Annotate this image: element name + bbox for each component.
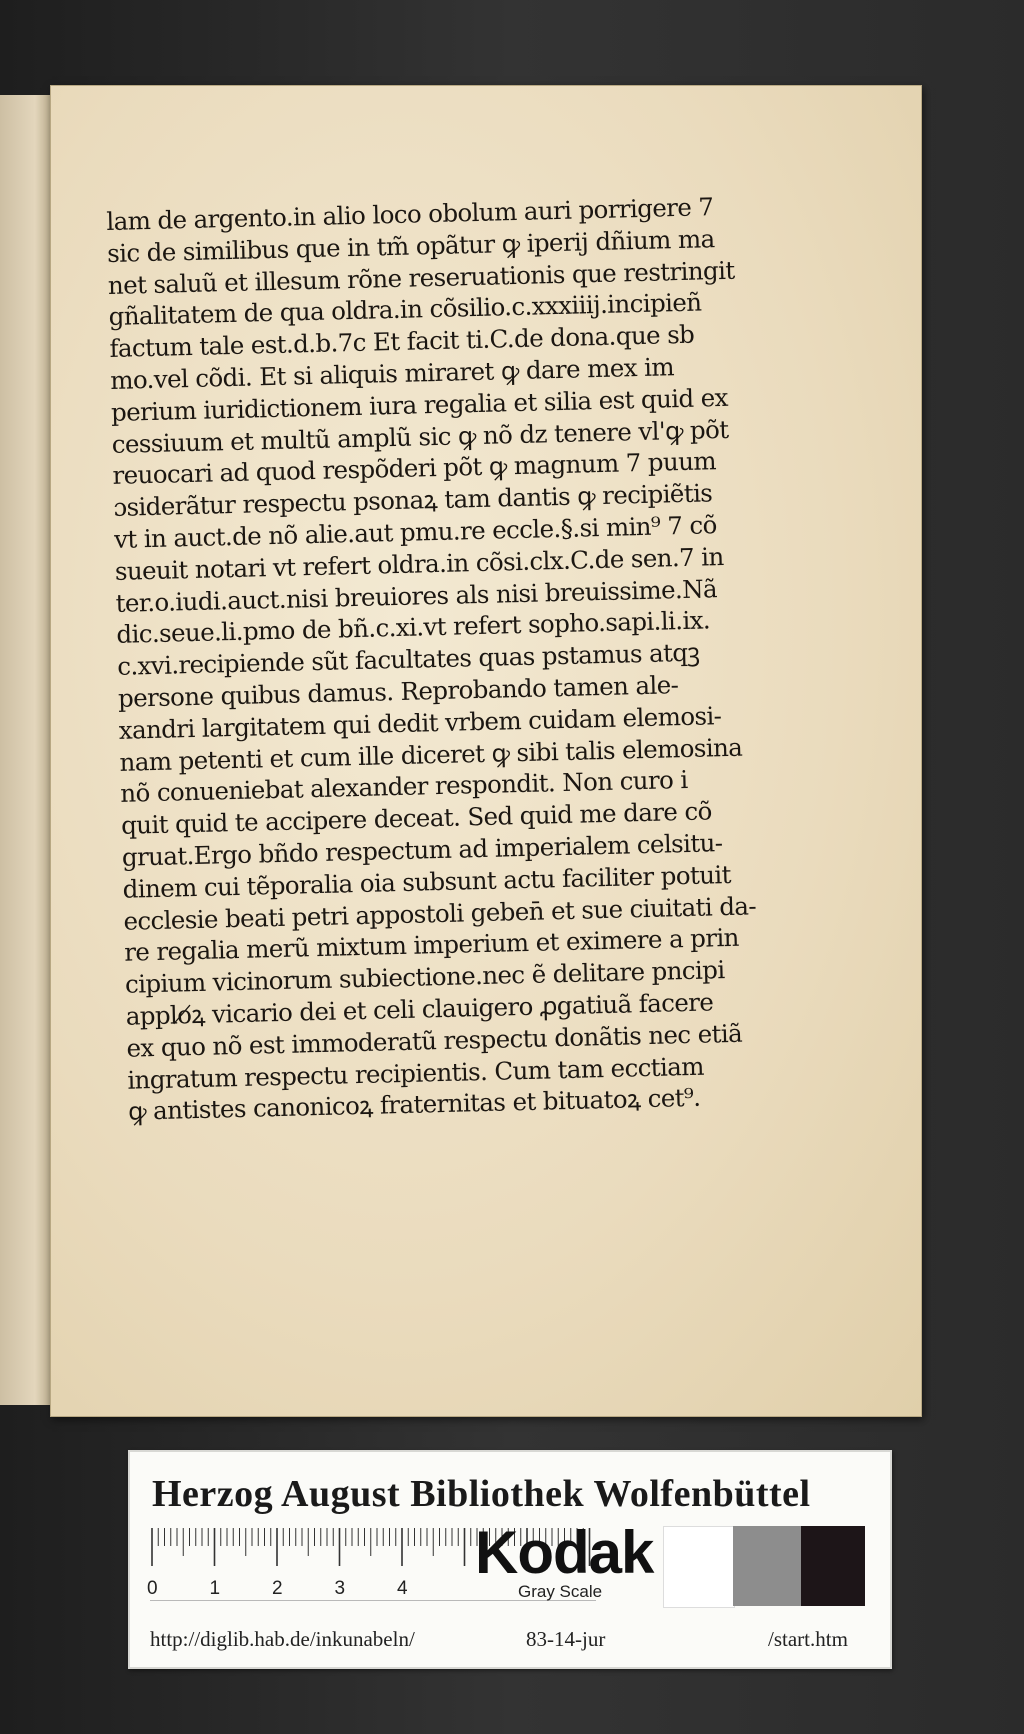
- text-line: dic.seue.li.pmo de bñ.c.xi.vt refert sopho.sapi.li.ix.: [116, 605, 711, 650]
- ruler-number: 1: [209, 1578, 221, 1599]
- url-suffix: /start.htm: [768, 1627, 848, 1651]
- shelfmark: 83-14-jur: [526, 1627, 606, 1651]
- gray-swatch: [733, 1526, 801, 1606]
- kodak-logo: Kodak: [475, 1519, 654, 1586]
- text-line: ɔsiderãtur respectu psonaꝝ tam dantis ꝙ recipiẽtis: [113, 478, 713, 523]
- text-line: gñalitatem de qua oldra.in cõsilio.c.xxxiiij.incipieñ: [108, 287, 702, 332]
- text-line: lam de argento.in alio loco obolum auri porrigere 7: [106, 192, 714, 236]
- text-line: cessiuum et multũ amplũ sic ꝙ nõ dz tenere vl'ꝙ põt: [111, 414, 729, 459]
- gray-scale-label: Gray Scale: [518, 1582, 603, 1601]
- text-line: cipium vicinorum subiectione.nec ẽ delitare pncipi: [124, 955, 725, 999]
- ruler-number: 3: [334, 1578, 346, 1599]
- text-line: xandri largitatem qui dedit vrbem cuidam elemosi-: [118, 700, 722, 745]
- target-footer: [150, 1617, 870, 1659]
- text-line: ter.o.iudi.auct.nisi breuiores als nisi breuissime.Nã: [115, 573, 718, 618]
- text-line: net saluũ et illesum rõne reseruationis que restringit: [107, 255, 735, 300]
- text-line: ꝙ antistes canonicoꝝ fraternitas et bituatoꝝ cet⁹.: [127, 1083, 701, 1127]
- text-line: perium iuridictionem iura regalia et silia est quid ex: [110, 382, 729, 427]
- text-line: nam petenti et cum ille diceret ꝙ sibi talis elemosina: [119, 732, 743, 777]
- text-line: ex quo nõ est immoderatũ respectu donãtis nec etiã: [126, 1018, 743, 1063]
- text-line: gruat.Ergo bñdo respectum ad imperialem celsitu-: [121, 828, 723, 872]
- text-line: factum tale est.d.b.7c Et facit ti.C.de dona.que sb: [109, 319, 695, 364]
- text-line: persone quibus damus. Reprobando tamen ale-: [117, 670, 679, 713]
- text-line: applo̸ꝝ vicario dei et celi clauigero ꝓgatiuã facere: [125, 987, 714, 1031]
- previous-page-edge: [0, 95, 51, 1405]
- ruler-number: 2: [272, 1578, 283, 1599]
- text-line: vt in auct.de nõ alie.aut pmu.re eccle.§.si min⁹ 7 cõ: [113, 510, 718, 554]
- text-line: c.xvi.recipiende sũt facultates quas pstamus atqꝫ: [116, 637, 700, 682]
- text-line: re regalia merũ mixtum imperium et eximere a prin: [123, 923, 740, 968]
- color-target-card: [128, 1450, 892, 1669]
- text-line: nõ conueniebat alexander respondit. Non curo i: [120, 765, 688, 809]
- text-line: ingratum respectu recipientis. Cum tam ecctiam: [126, 1051, 705, 1095]
- library-title: Herzog August Bibliothek Wolfenbüttel: [152, 1473, 811, 1515]
- page-text: [106, 189, 808, 1127]
- ruler-number: 0: [147, 1578, 158, 1599]
- text-line: sueuit notari vt refert oldra.in cõsi.clx.C.de sen.7 in: [114, 541, 724, 586]
- text-line: reuocari ad quod respõderi põt ꝙ magnum 7 puum: [112, 446, 717, 491]
- white-swatch: [663, 1526, 735, 1608]
- text-line: ecclesie beati petri appostoli geben̄ et sue ciuitati da-: [123, 890, 757, 936]
- text-line: dinem cui tẽporalia oia subsunt actu faciliter potuit: [122, 859, 732, 904]
- source-url: http://diglib.hab.de/inkunabeln/: [150, 1627, 415, 1651]
- text-line: quit quid te accipere deceat. Sed quid me dare cõ: [120, 796, 713, 840]
- text-line: sic de similibus que in tm̃ opãtur ꝙ iperij dñium ma: [106, 223, 715, 268]
- ruler-number: 4: [397, 1578, 408, 1599]
- black-swatch: [801, 1526, 865, 1606]
- book-page: [50, 85, 922, 1417]
- text-line: mo.vel cõdi. Et si aliquis miraret ꝙ dare mex im: [109, 352, 675, 395]
